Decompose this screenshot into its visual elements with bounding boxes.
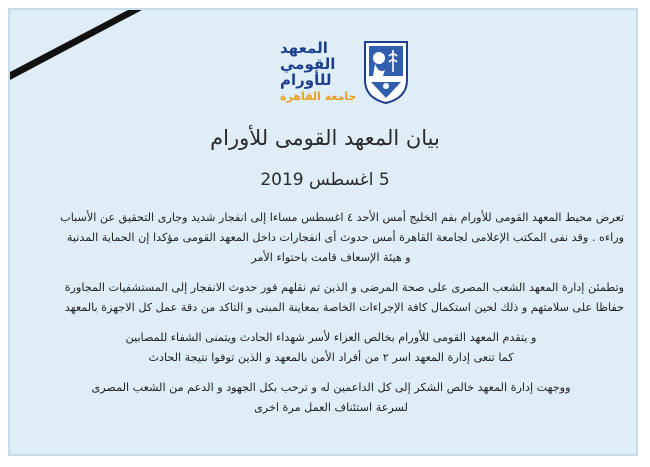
paragraph-line: ووجهت إدارة المعهد خالص الشكر إلى كل الداعمين له و ترحب بكل الجهود و الدعم من الشعب المصرى bbox=[91, 381, 571, 394]
paragraph-line: لسرعة استئناف العمل مرة اخرى bbox=[254, 401, 408, 414]
paragraph-line: تعرض محيط المعهد القومى للأورام بفم الخليج أمس الأحد ٤ اغسطس مساءا إلى انفجار شديد وجارى التحقيق عن الأسباب bbox=[60, 211, 624, 224]
mourning-ribbon-icon bbox=[10, 10, 150, 90]
institute-emblem-icon bbox=[363, 40, 409, 104]
paragraph-line: وراءه . وقد نفى المكتب الإعلامى لجامعة القاهرة أمس حدوث أى انفجارات داخل المعهد القومى مؤكدا إن الحماية المدنية bbox=[66, 231, 624, 244]
statement-body bbox=[38, 208, 624, 428]
paragraph-line: كما تنعى إدارة المعهد اسر ٢ من أفراد الأمن بالمعهد و الذين توفوا نتيجة الحادث bbox=[148, 351, 514, 364]
institute-logo bbox=[280, 40, 409, 104]
paragraph-reassurance bbox=[38, 278, 624, 318]
statement-title: بيان المعهد القومى للأورام bbox=[210, 126, 440, 150]
paragraph-condolences bbox=[38, 328, 624, 368]
paragraph-line: و هيئة الإسعاف قامت باحتواء الأمر bbox=[251, 251, 411, 264]
paragraph-line: وتطمئن إدارة المعهد الشعب المصرى على صحة المرضى و الذين تم نقلهم فور حدوث الانفجار إلى المستشفيات المجاورة bbox=[64, 281, 624, 294]
logo-line-2: القومي bbox=[280, 55, 336, 73]
logo-subtitle: جامعة القاهرة bbox=[280, 90, 357, 103]
logo-line-1: المعهد bbox=[280, 39, 328, 57]
paragraph-thanks bbox=[38, 378, 624, 418]
paragraph-line: حفاظا على سلامتهم و ذلك لحين استكمال كافة الإجراءات الخاصة بمعاينة المبنى و التاكد من دقة عمل كل الاجهزة بالمعهد bbox=[64, 301, 624, 314]
paragraph-line: و يتقدم المعهد القومى للأورام بخالص العزاء لأسر شهداء الحادث ويتمنى الشفاء للمصابين bbox=[125, 331, 537, 344]
logo-wordmark bbox=[280, 40, 357, 104]
paragraph-incident bbox=[38, 208, 624, 268]
statement-date: 5 اغسطس 2019 bbox=[260, 170, 390, 190]
logo-line-3: للأورام bbox=[280, 71, 332, 89]
